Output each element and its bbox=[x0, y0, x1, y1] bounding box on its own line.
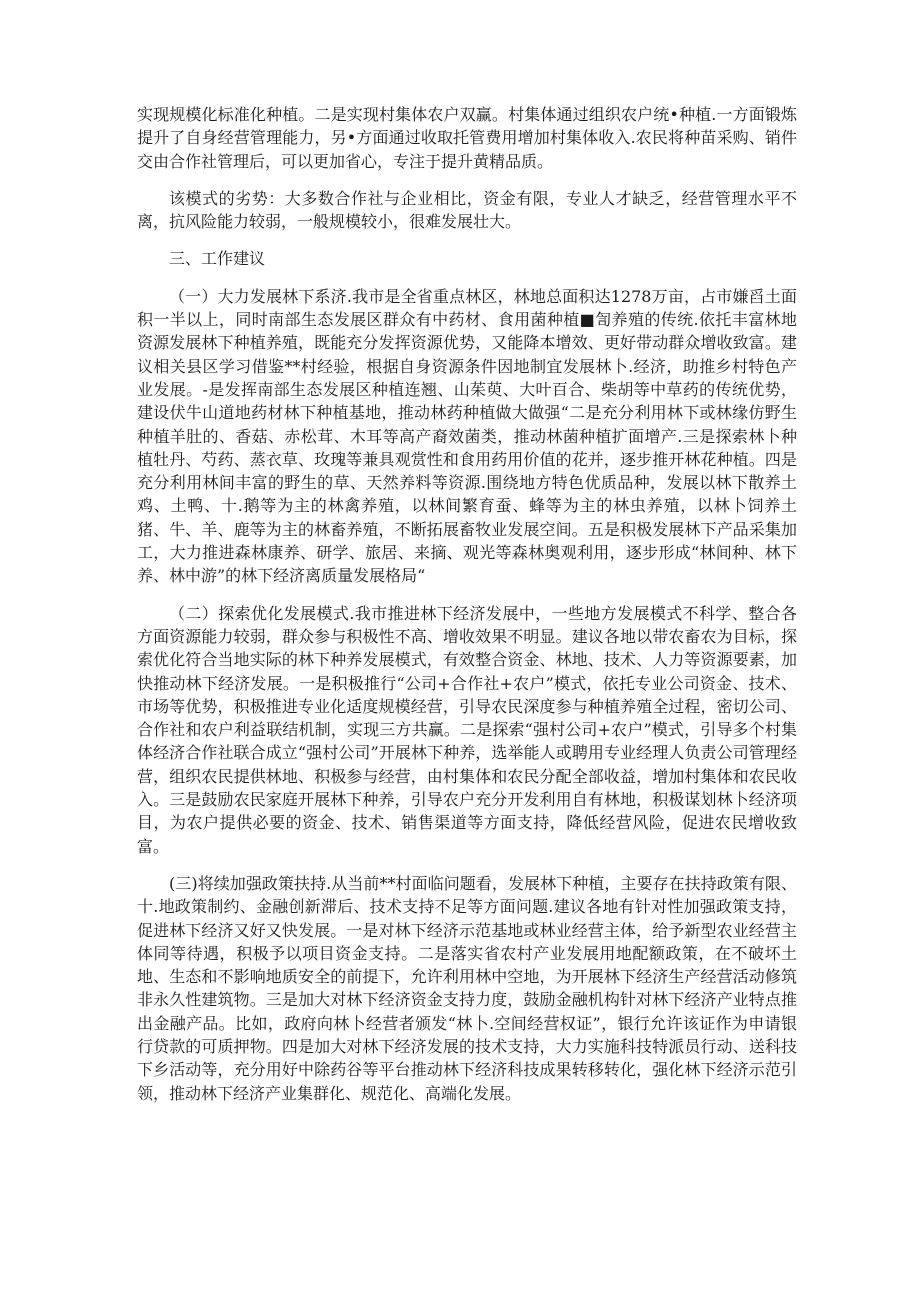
section-heading-work-suggestions: 三、工作建议 bbox=[169, 249, 266, 269]
document-body bbox=[137, 103, 797, 1119]
paragraph-suggestion-three: (三)将续加强政策扶持.从当前**村面临问题看，发展林下种植，主要存在扶持政策有限、十.地政策制约、金融创新滞后、技术支持不足等方面问题.建议各地有针对性加强政策支持，促进林下经济又好又快发展。一是对林下经济示范基地或林业经营主体，给予新型农业经营主体同等待遇，积极予以项目资金支持。二是落实省农村产业发展用地配额政策，在不破坏土地、生态和不影响地质安全的前提下，允许利用林中空地，为开展林下经济生产经营活动修筑非永久性建筑物。三是加大对林下经济资金支持力度，鼓励金融机构针对林下经济产业特点推出金融产品。比如，政府向林卜经营者颁发“林卜.空间经营权证”，银行允许该证作为申请银行贷款的可质押物。四是加大对林下经济发展的技术支持，大力实施科技特派员行动、送科技下乡活动等，充分用好中除药谷等平台推动林下经济科技成果转移转化，强化林下经济示范引领，推动林下经济产业集群化、规范化、高端化发展。 bbox=[137, 873, 797, 1103]
paragraph-suggestion-two: （二）探索优化发展模式.我市推进林下经济发展中，一些地方发展模式不科学、整合各方面资源能力较弱，群众参与积极性不高、增收效果不明显。建议各地以带农畜农为目标，探索优化符合当地实际的林下种养发展模式，有效整合资金、林地、技术、人力等资源要素，加快推动林下经济发展。一是积极推行“公司+合作社+农户”模式，依托专业公司资金、技术、市场等优势，积极推进专业化适度规模经营，引导农民深度参与种植养殖全过程，密切公司、合作社和农户利益联结机制，实现三方共赢。二是探索“强村公司+农户”模式，引导多个村集体经济合作社联合成立“强村公司”开展林下种养，选举能人或聘用专业经理人负责公司管理经营，组织农民提供林地、积极参与经营，由村集体和农民分配全部收益，增加村集体和农民收入。三是鼓励农民家庭开展林下种养，引导农户充分开发利用自有林地，积极谋划林卜经济项目，为农户提供必要的资金、技术、销售渠道等方面支持，降低经营风险，促进农民增收致富。 bbox=[137, 603, 797, 856]
paragraph-model-advantages: 实现规模化标准化种植。二是实现村集体农户双赢。村集体通过组织农户统•种植.一方面锻炼提升了自身经营管理能力，另•方面通过收取托管费用增加村集体收入.农民将种苗采购、销件交由合作社管理后，可以更加省心，专注于提升黄精品质。 bbox=[137, 105, 797, 171]
paragraph-suggestion-one: （一）大力发展林下系济.我市是全省重点林区，林地总面积达1278万亩，占市嫌舀土面积一半以上，同时南部生态发展区群众有中药材、食用菌种植■訇养殖的传统.依托丰富林地资源发展林下种植养殖，既能充分发挥资源优势，又能降本增效、更好带动群众增收致富。建议相关县区学习借鉴**村经验，根据自身资源条件因地制宜发展林卜.经济，助推乡村特色产业发展。-是发挥南部生态发展区种植连翘、山茱萸、大叶百合、柴胡等中草药的传统优势，建设伏牛山道地药材林下种植基地，推动林药种植做大做强“二是充分利用林下或林缘仿野生种植羊肚的、香菇、赤松茸、木耳等高产裔效菌类，推动林菌种植扩面增产.三是探索林卜种植牡丹、芍药、蒸衣草、玫瑰等兼具观赏性和食用药用价值的花并，逐步推开林花种植。四是充分利用林间丰富的野生的草、天然养料等资源.围绕地方特色优质品种，发展以林下散养土鸡、土鸭、十.鹅等为主的林禽养殖，以林间繁育蚕、蜂等为主的林虫养殖，以林卜饲养土猪、牛、羊、鹿等为主的林畜养殖，不断拓展畜牧业发展空间。五是积极发展林下产品采集加工，大力推进森林康养、研学、旅居、来摘、观光等森林奥观利用，逐步形成“林间种、林下养、林中游”的林下经济离质量发展格局“ bbox=[137, 286, 797, 586]
paragraph-model-disadvantages: 该模式的劣势：大多数合作社与企业相比，资金有限，专业人才缺乏，经营管理水平不离，抗风险能力较弱，一般规模较小，很难发展壮大。 bbox=[137, 188, 797, 232]
